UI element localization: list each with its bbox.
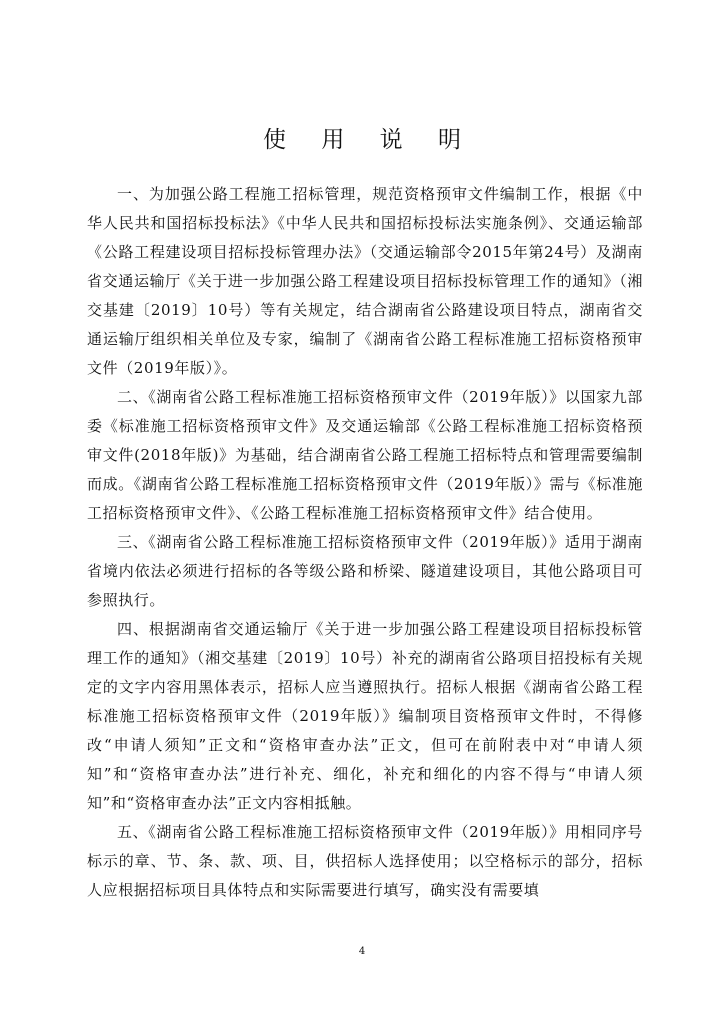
document-body — [87, 180, 643, 905]
paragraph-2: 二、《湖南省公路工程标准施工招标资格预审文件（2019年版）》以国家九部委《标准施工招标资格预审文件》及交通运输部《公路工程标准施工招标资格预审文件(2018年版)》为基础，结合湖南省公路工程施工招标特点和管理需要编制而成。《湖南省公路工程标准施工招标资格预审文件（2019年版）》需与《标准施工招标资格预审文件》、《公路工程标准施工招标资格预审文件》结合使用。 — [87, 388, 643, 522]
paragraph-5: 五、《湖南省公路工程标准施工招标资格预审文件（2019年版）》用相同序号标示的章、节、条、款、项、目，供招标人选择使用；以空格标示的部分，招标人应根据招标项目具体特点和实际需要进行填写，确实没有需要填 — [87, 823, 643, 899]
page-title: 使 用 说 明 — [263, 127, 475, 153]
paragraph-1: 一、为加强公路工程施工招标管理，规范资格预审文件编制工作，根据《中华人民共和国招标投标法》《中华人民共和国招标投标法实施条例》、交通运输部《公路工程建设项目招标投标管理办法》（交通运输部令2015年第24号）及湖南省交通运输厅《关于进一步加强公路工程建设项目招标投标管理工作的通知》（湘交基建〔2019〕10号）等有关规定，结合湖南省公路建设项目特点，湖南省交通运输厅组织相关单位及专家，编制了《湖南省公路工程标准施工招标资格预审文件（2019年版）》。 — [87, 185, 643, 377]
paragraph-3: 三、《湖南省公路工程标准施工招标资格预审文件（2019年版）》适用于湖南省境内依法必须进行招标的各等级公路和桥梁、隧道建设项目，其他公路项目可参照执行。 — [87, 533, 643, 609]
paragraph-4: 四、根据湖南省交通运输厅《关于进一步加强公路工程建设项目招标投标管理工作的通知》（湘交基建〔2019〕10号）补充的湖南省公路项目招投标有关规定的文字内容用黑体表示，招标人应当遵照执行。招标人根据《湖南省公路工程标准施工招标资格预审文件（2019年版）》编制项目资格预审文件时，不得修改“申请人须知”正文和“资格审查办法”正文，但可在前附表中对“申请人须知”和“资格审查办法”进行补充、细化，补充和细化的内容不得与“申请人须知”和“资格审查办法”正文内容相抵触。 — [87, 620, 643, 812]
page-number: 4 — [358, 946, 366, 957]
